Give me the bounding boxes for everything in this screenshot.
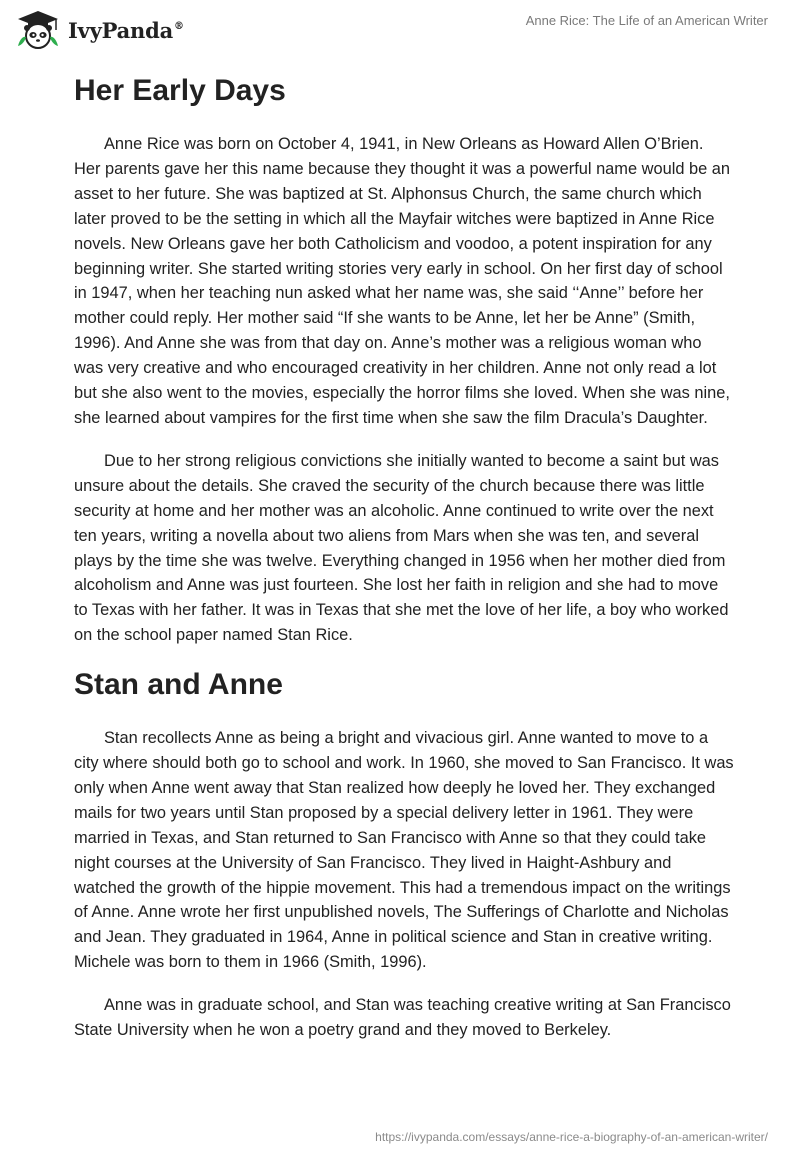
panda-graduate-icon (14, 10, 62, 50)
page-header (0, 0, 800, 60)
source-url[interactable]: https://ivypanda.com/essays/anne-rice-a-biography-of-an-american-writer/ (375, 1130, 768, 1144)
paragraph: Anne was in graduate school, and Stan was teaching creative writing at San Francisco State University when he won a poetry grand and they moved to Berkeley. (74, 996, 731, 1040)
section-heading-early-days: Her Early Days (74, 74, 286, 107)
document-title: Anne Rice: The Life of an American Writer (525, 13, 768, 28)
paragraph: Anne Rice was born on October 4, 1941, in New Orleans as Howard Allen O’Brien. Her parents gave her this name because they thought it was a powerful name would be an asset to her future. She was baptized at St. Alphonsus Church, the same church which later proved to be the setting in which all the Mayfair witches were baptized in Anne Rice novels. New Orleans gave her both Catholicism and voodoo, a potent inspiration for any beginning writer. She started writing stories very early in school. On her first day of school in 1947, when her teaching nun asked what her name was, she said ‘‘Anne’’ before her mother could reply. Her mother said “If she wants to be Anne, let her be Anne” (Smith, 1996). And Anne she was from that day on. Anne’s mother was a religious woman who was very creative and who encouraged creativity in her children. Anne not only read a lot but she also went to the movies, especially the horror films she loved. When she was nine, she learned about vampires for the first time when she saw the film Dracula’s Daughter. (74, 135, 731, 427)
paragraph: Due to her strong religious convictions she initially wanted to become a saint but was unsure about the details. She craved the security of the church because there was little security at home and her mother was an alcoholic. Anne continued to write over the next ten years, writing a novella about two aliens from Mars when she was ten, and several plays by the time she was twelve. Everything changed in 1956 when her mother died from alcoholism and Anne was just fourteen. She lost her faith in religion and she had to move to Texas with her father. It was in Texas that she met the love of her life, a boy who worked on the school paper named Stan Rice. (74, 451, 729, 645)
section-heading-stan-and-anne: Stan and Anne (74, 668, 283, 702)
brand-name: IvyPanda® (68, 17, 184, 43)
essay-body (74, 68, 734, 1043)
paragraph: Stan recollects Anne as being a bright and vivacious girl. Anne wanted to move to a city where should both go to school and work. In 1960, she moved to San Francisco. It was only when Anne went away that Stan realized how deeply he loved her. They exchanged mails for two years until Stan proposed by a special delivery letter in 1961. They were married in Texas, and Stan returned to San Francisco with Anne so that they could take night courses at the University of San Francisco. They lived in Haight-Ashbury and watched the growth of the hippie movement. This had a tremendous impact on the writings of Anne. Anne wrote her first unpublished novels, The Sufferings of Charlotte and Nicholas and Jean. They graduated in 1964, Anne in political science and Stan in creative writing. Michele was born to them in 1966 (Smith, 1996). (74, 729, 734, 972)
brand-logo[interactable] (14, 8, 184, 52)
